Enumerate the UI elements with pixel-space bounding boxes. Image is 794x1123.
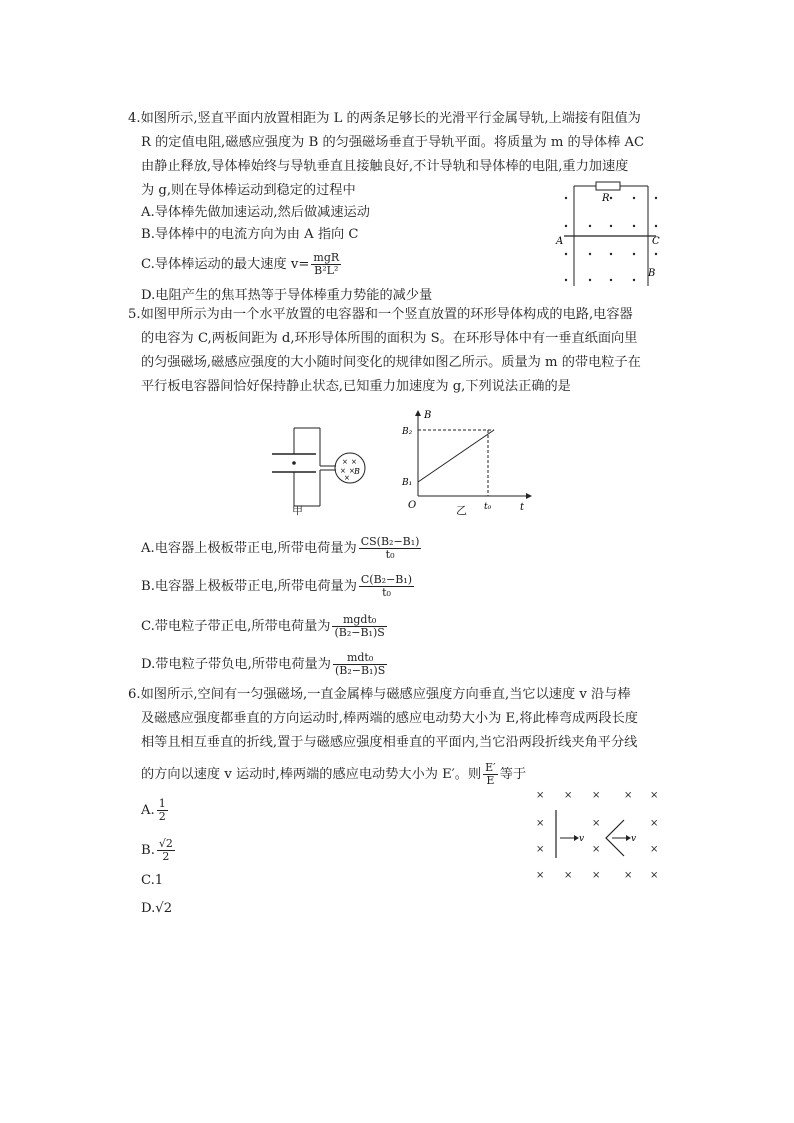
q6-option-c: C.1 bbox=[141, 873, 164, 888]
q4-rail-figure bbox=[552, 176, 664, 288]
q5-option-b-num: C(B₂−B₁) bbox=[360, 573, 413, 586]
q4-option-c-prefix: C.导体棒运动的最大速度 v= bbox=[141, 257, 310, 272]
svg-text:×: × bbox=[536, 844, 545, 855]
q6-option-a-num: 1 bbox=[158, 797, 166, 810]
q6-line-4-suffix: 等于 bbox=[499, 767, 527, 782]
q5-option-c-num: mgdt₀ bbox=[332, 614, 386, 627]
ring-cross-5: × bbox=[344, 474, 350, 482]
q6-option-b-prefix: B. bbox=[141, 843, 155, 858]
q6-ratio-den: E bbox=[486, 774, 495, 787]
q4-option-a: A.导体棒先做加速运动,然后做减速运动 bbox=[141, 205, 370, 220]
svg-text:×: × bbox=[592, 818, 601, 829]
q6-option-b bbox=[141, 838, 177, 863]
q4-option-d: D.电阻产生的焦耳热等于导体棒重力势能的减少量 bbox=[141, 288, 433, 303]
q5-line-3: 的匀强磁场,磁感应强度的大小随时间变化的规律如图乙所示。质量为 m 的带电粒子在 bbox=[141, 355, 641, 370]
svg-text:×: × bbox=[592, 790, 601, 801]
svg-text:×: × bbox=[650, 844, 659, 855]
q6-option-b-den: 2 bbox=[162, 850, 170, 863]
q6-option-a-fraction bbox=[157, 798, 168, 823]
resistor-icon bbox=[596, 182, 620, 190]
q4-option-b: B.导体棒中的电流方向为由 A 指向 C bbox=[141, 227, 359, 242]
q5-option-b-den: t₀ bbox=[382, 586, 391, 599]
svg-text:×: × bbox=[624, 870, 633, 878]
q5-option-a-fraction bbox=[359, 536, 422, 561]
q6-option-a-prefix: A. bbox=[141, 803, 155, 818]
t0-label: t₀ bbox=[484, 502, 492, 512]
q5-caption-yi: 乙 bbox=[456, 504, 467, 517]
q6-option-b-num: √2 bbox=[158, 837, 173, 850]
q6-field-crosses bbox=[536, 790, 658, 878]
q5-option-d bbox=[141, 652, 389, 677]
q4-line-3: 由静止释放,导体棒始终与导轨垂直且接触良好,不计导轨和导体棒的电阻,重力加速度 bbox=[141, 159, 629, 174]
svg-text:×: × bbox=[536, 790, 545, 801]
svg-text:×: × bbox=[592, 844, 601, 855]
q5-option-d-num: mdt₀ bbox=[333, 652, 387, 665]
svg-text:×: × bbox=[536, 870, 545, 878]
b2-label: B₂ bbox=[402, 427, 413, 437]
ring-cross-1: × bbox=[342, 458, 348, 466]
q6-option-d: D.√2 bbox=[141, 901, 173, 916]
q5-option-c bbox=[141, 614, 389, 639]
ring-cross-2: × bbox=[351, 458, 357, 466]
svg-text:×: × bbox=[536, 818, 545, 829]
t-axis-label: t bbox=[520, 502, 525, 513]
q5-option-a-num: CS(B₂−B₁) bbox=[360, 535, 420, 548]
q5-circuit-figure-jia bbox=[266, 424, 376, 520]
ring-cross-4: × bbox=[349, 467, 355, 475]
q5-option-b bbox=[141, 574, 416, 599]
q4-line-4: 为 g,则在导体棒运动到稳定的过程中 bbox=[141, 183, 356, 198]
q5-option-b-fraction bbox=[359, 574, 414, 599]
q5-option-d-prefix: D.带电粒子带负电,所带电荷量为 bbox=[141, 657, 331, 672]
q5-ring-label-b: B bbox=[354, 467, 360, 476]
q5-line-4: 平行板电容器间恰好保持静止状态,已知重力加速度为 g,下列说法正确的是 bbox=[141, 379, 571, 394]
q4-line-2: R 的定值电阻,磁感应强度为 B 的匀强磁场垂直于导轨平面。将质量为 m 的导体棒 AC bbox=[141, 135, 645, 150]
q6-fig-v1: v bbox=[579, 834, 585, 844]
q6-option-a-den: 2 bbox=[158, 810, 166, 823]
svg-text:×: × bbox=[592, 870, 601, 878]
q4-option-c-fraction bbox=[311, 252, 341, 277]
q5-option-a-prefix: A.电容器上极板带正电,所带电荷量为 bbox=[141, 541, 357, 556]
svg-text:×: × bbox=[564, 870, 573, 878]
q6-line-2: 及磁感应强度都垂直的方向运动时,棒两端的感应电动势大小为 E,将此棒弯成两段长度 bbox=[141, 711, 638, 726]
q6-ratio-fraction bbox=[483, 762, 498, 787]
q5-option-c-fraction bbox=[332, 614, 386, 639]
q4-line-1: 4.如图所示,竖直平面内放置相距为 L 的两条足够长的光滑平行金属导轨,上端接有阻值为 bbox=[128, 111, 641, 126]
b1-label: B₁ bbox=[402, 478, 413, 488]
q5-bt-graph bbox=[400, 406, 534, 514]
q4-option-c-num: mgR bbox=[313, 251, 340, 264]
q4-fig-label-c: C bbox=[652, 236, 660, 247]
q4-fig-label-a: A bbox=[556, 236, 564, 247]
q5-option-d-den: (B₂−B₁)S bbox=[334, 664, 386, 677]
q5-option-a-den: t₀ bbox=[385, 548, 395, 561]
q6-option-a bbox=[141, 798, 170, 823]
q6-line-3: 相等且相互垂直的折线,置于与磁感应强度相垂直的平面内,当它沿两段折线夹角平分线 bbox=[141, 735, 638, 750]
svg-text:×: × bbox=[624, 790, 633, 801]
q6-field-figure bbox=[532, 786, 662, 878]
svg-text:×: × bbox=[564, 790, 573, 801]
q5-option-c-prefix: C.带电粒子带正电,所带电荷量为 bbox=[141, 619, 331, 634]
q5-line-2: 的电容为 C,两板间距为 d,环形导体所围的面积为 S。在环形导体中有一垂直纸面向里 bbox=[141, 331, 638, 346]
q5-option-c-den: (B₂−B₁)S bbox=[334, 626, 385, 639]
q4-option-c-den: B²L² bbox=[314, 264, 339, 277]
q5-option-a bbox=[141, 536, 423, 561]
q4-fig-label-b: B bbox=[648, 268, 656, 279]
q6-fig-v2: v bbox=[631, 834, 637, 844]
b-axis-label: B bbox=[424, 410, 432, 421]
origin-label: O bbox=[408, 500, 417, 511]
svg-text:×: × bbox=[650, 790, 659, 801]
svg-text:×: × bbox=[650, 818, 659, 829]
q4-fig-label-r: R bbox=[602, 193, 610, 204]
q5-line-1: 5.如图甲所示为由一个水平放置的电容器和一个竖直放置的环形导体构成的电路,电容器 bbox=[128, 307, 633, 322]
q4-option-c bbox=[141, 252, 343, 277]
svg-text:×: × bbox=[650, 870, 659, 878]
q6-line-4 bbox=[141, 762, 526, 787]
b-t-line bbox=[418, 430, 494, 482]
charged-particle-icon bbox=[292, 461, 296, 465]
q4-field-dots bbox=[565, 197, 657, 281]
q5-caption-jia: 甲 bbox=[292, 504, 303, 517]
q6-ratio-num: E′ bbox=[485, 761, 496, 774]
q6-line-1: 6.如图所示,空间有一匀强磁场,一直金属棒与磁感应强度方向垂直,当它以速度 v 沿与棒 bbox=[128, 687, 631, 702]
q6-line-4-prefix: 的方向以速度 v 运动时,棒两端的感应电动势大小为 E′。则 bbox=[141, 767, 482, 782]
q5-option-b-prefix: B.电容器上极板带正电,所带电荷量为 bbox=[141, 579, 357, 594]
ring-cross-3: × bbox=[340, 467, 346, 475]
q6-option-b-fraction bbox=[157, 838, 175, 863]
q5-option-d-fraction bbox=[333, 652, 387, 677]
